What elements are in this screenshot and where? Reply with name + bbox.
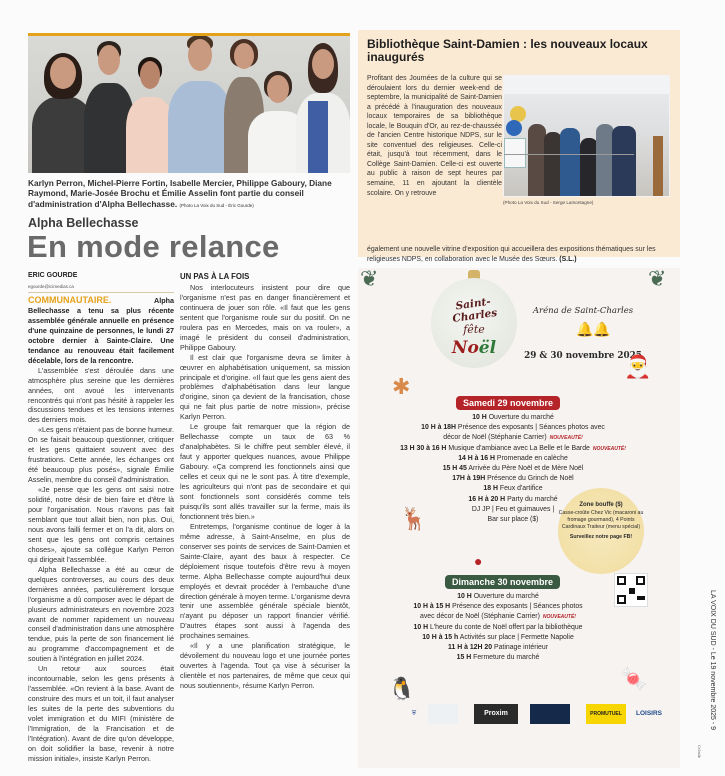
body-paragraph: Le groupe fait remarquer que la région de Bellechasse compte un taux de 63 % d'analphabètes. Si le chiffre peut sembler élevé, il faut y apporter quelques nuances, avoue Philippe Gaboury. «Ça comprend les fonctionnels ainsi que celles et ceux qui ne le sont pas. À titre d'exemple, les agriculteurs qui n'ont pas de secondaire et qui sont fonctionnels sont considérés comme tels puisqu'ils sont allés travailler sur la ferme, mais ils fonctionnent très bien.» <box>180 422 350 521</box>
schedule-text: L'heure du conte de Noël offert par la bibliothèque <box>429 623 583 631</box>
schedule-item <box>368 602 628 612</box>
biblio-title: Bibliothèque Saint-Damien : les nouveaux locaux inaugurés <box>367 37 648 64</box>
schedule-item <box>368 653 628 663</box>
schedule-time: 10 H <box>457 593 472 600</box>
body-paragraph: Entretemps, l'organisme continue de loger à la même adresse, à Saint-Anselme, en plus de conserver ses points de services de Saint-Damien et Sainte-Claire, ayant des baux à respecter. Ce déploiement risque toutefois d'être revu à moyen terme. Alpha Bellechasse compte aujourd'hui deux employés et devrait procéder à l'embauche d'une direction générale à moyen terme. L'organisme devra tenir une assemblée générale spéciale bientôt, n'ayant pu déposer un rapport financier vérifié. D'autres étapes sont aussi à l'agenda des prochaines semaines. <box>180 521 350 641</box>
food-zone-cta: Surveillez notre page FB! <box>569 534 633 540</box>
byline-email[interactable]: egourde@icimedias.ca <box>28 284 74 289</box>
day1-header: Samedi 29 novembre <box>456 396 560 410</box>
photo-credit: (Photo La Voix du Sud - Éric Gourde) <box>179 202 254 208</box>
schedule-time: 10 H <box>472 414 487 421</box>
reindeer-icon: 🦌 <box>400 506 428 531</box>
schedule-time: 16 H à 20 H <box>468 495 506 503</box>
article-subhead: UN PAS À LA FOIS <box>180 272 250 281</box>
ornament-title-line1: Saint-Charles <box>451 295 498 326</box>
body-paragraph: L'assemblée s'est déroulée dans une atmosphère plus sereine que les dernières années, ont avoué les intervenants rencontrés qui n'ont pas hésité à rappeler les discussions tendues et les tensions internes des derniers mois. <box>28 365 174 425</box>
schedule-time: 13 H 30 à 16 H <box>400 444 447 452</box>
schedule-time: 15 H 45 <box>442 465 467 473</box>
sponsor-promutuel: PROMUTUEL <box>586 704 626 724</box>
food-zone-badge <box>558 488 644 574</box>
section-tag: COMMUNAUTAIRE. <box>28 295 112 305</box>
article-kicker: Alpha Bellechasse <box>28 216 139 230</box>
article-column-1 <box>28 296 174 764</box>
schedule-text: DJ JP | Feu et guimauves | <box>471 505 555 513</box>
municipal-crest-icon: ⛨ <box>411 711 417 717</box>
food-zone-text: Casse-croûte Chez Vic (macaroni au fromage gourmand), 4 Points Cardinaux Traiteur (menu spécial) <box>558 510 644 530</box>
sponsor-loisirs: LOISIRS <box>635 710 662 717</box>
byline-author: ERIC GOURDE <box>28 272 78 279</box>
schedule-time: 15 H <box>456 654 472 662</box>
new-badge: NOUVEAUTÉ! <box>592 445 626 452</box>
schedule-item <box>368 643 628 653</box>
noel-part-green: ël <box>478 338 497 358</box>
page-code: Cr3a4b <box>697 745 702 759</box>
biblio-news-box <box>358 30 680 263</box>
new-badge: NOUVEAUTÉ! <box>549 435 583 442</box>
schedule-time: 18 H <box>483 485 498 493</box>
holly-branch-icon: ❦ <box>360 266 379 291</box>
santa-icon: 🎅 <box>624 354 652 379</box>
food-zone-title: Zone bouffe ($) <box>579 502 623 508</box>
noel-part-red: No <box>451 338 479 358</box>
caption-text: Karlyn Perron, Michel-Pierre Fortin, Isabelle Mercier, Philippe Gaboury, Diane Raymond, Marie-Josée Brochu et Émilie Asselin font partie du conseil d'administration d'Alpha Bellechasse. <box>28 178 332 209</box>
schedule-text: Musique d'ambiance avec La Belle et le Barde <box>448 444 590 452</box>
schedule-item <box>368 623 628 633</box>
schedule-text: Feux d'artifice <box>499 485 543 493</box>
byline-divider <box>28 292 174 293</box>
schedule-item <box>368 612 628 622</box>
ornament-title-line2: fête <box>463 323 485 336</box>
schedule-item <box>398 444 628 454</box>
schedule-text: Présence des exposants | Séances photos <box>452 603 583 611</box>
schedule-time: 17H à 19H <box>452 475 486 483</box>
page-folio: LA VOIX DU SUD - Le 19 novembre 2025 - 9 <box>709 590 716 731</box>
schedule-time: 11 H à 12H 20 <box>448 644 493 652</box>
schedule-time: 10 H à 15 h <box>422 633 459 641</box>
schedule-item <box>368 592 628 602</box>
lead-text: Alpha Bellechasse a tenu sa plus récente assemblée générale annuelle en présence d'une quinzaine de personnes, le lundi 27 octobre dernier à Sainte-Claire. Une tendance au renouveau était facilement décelable, lors de la rencontre. <box>28 296 174 365</box>
body-paragraph: «Les gens n'étaient pas de bonne humeur. On se faisait beaucoup questionner, critiquer et les gens quittaient souvent avec des frustrations. Cette année, les échanges ont été beaucoup plus posés», signale Émilie Asselin, membre du conseil d'administration. <box>28 425 174 485</box>
schedule-item <box>398 433 628 443</box>
body-paragraph: «Je pense que les gens ont saisi notre solidité, notre désir de bien faire et d'être là pour l'organisation. Nous n'avons pas fait semblant que tout allait bien, non plus. Oui, nous avons failli fermer et on l'a dit, alors on sent que les gens ont compris certaines choses», ajoute sa collègue Karlyn Perron qui dirigeait l'assemblée. <box>28 485 174 564</box>
day2-schedule <box>368 592 628 663</box>
ornament-title-line3 <box>434 338 514 358</box>
sponsor-portrait-1 <box>428 704 458 724</box>
sponsor-proxim: Proxim <box>474 704 518 724</box>
article-column-2 <box>180 272 350 691</box>
schedule-item <box>398 474 628 484</box>
event-venue: Aréna de Saint-Charles <box>532 306 634 316</box>
body-paragraph: «Il y a une planification stratégique, le dévoilement du nouveau logo et une journée portes ouvertes à l'agenda. Tout ça vise à sécuriser la clientèle et nos partenaires, de même que ceux qui nous soutiennent», résume Karlyn Perron. <box>180 641 350 691</box>
biblio-text: Profitant des Journées de la culture qui se déroulaient lors du dernier week-end de septembre, la municipalité de Saint-Damien a précédé à l'inauguration des nouveaux locaux temporaires de sa bibliothèque locale, le Bouquin d'Or, au rez-de-chaussée de l'ancien Centre historique NDPS, sur le site conventuel des religieuses. Celle-ci était, jusqu'à tout récemment, dans le Collège Saint-Damien. Celle-ci est ouverte au public à raison de sept heures par semaine, 11 en ajoutant la clientèle scolaire. On y retrouve <box>367 75 502 197</box>
body-paragraph: Alpha Bellechasse a été au cœur de quelques controverses, au cours des deux dernières années, particulièrement lorsque l'organisme a dû composer avec le départ de plusieurs administrateurs en novembre 2023 avant de nommer rapidement un nouveau conseil d'administration dans une atmosphère tendue, puis la perte de son financement lié au programme d'accompagnement et de soutien à l'intégration en juillet 2024. <box>28 564 175 664</box>
body-paragraph: Nos interlocuteurs insistent pour dire que l'organisme n'est pas en danger financièrement et continuera de jouer son rôle. «Il faut que les gens sentent que l'organisme roule sur du positif. On ne roulera pas en Mercedes, mais on va rouler», a imagé le président du conseil d'administration, Philippe Gaboury. <box>180 282 350 352</box>
schedule-item <box>368 633 628 643</box>
bells-icon: 🔔🔔 <box>576 321 611 337</box>
biblio-signature: (S.L.) <box>559 255 577 263</box>
schedule-text: Ouverture du marché <box>488 414 554 421</box>
schedule-text: Bar sur place ($) <box>487 516 539 524</box>
sponsor-portrait-2 <box>530 704 570 724</box>
schedule-text: Fermeture du marché <box>473 654 540 662</box>
body-paragraph: Il est clair que l'organisme devra se limiter à œuvrer en alphabétisation uniquement, sa mission principale et d'origine. «Il faut que les gens aient des problèmes d'alphabétisation dans leur langue d'origine, sinon ça devient de la francisation, chose qui ne fait plus partie de notre mission», précise Karlyn Perron. <box>180 352 350 422</box>
event-dates: 29 & 30 novembre 2025 <box>524 351 642 361</box>
schedule-text: Arrivée du Père Noël et de Mère Noël <box>468 465 584 473</box>
schedule-time: 10 H <box>413 623 429 631</box>
schedule-text: décor de Noël (Stéphanie Carrier) <box>443 434 547 442</box>
schedule-text: Activités sur place | Fermette Napolie <box>459 633 574 641</box>
main-photo-caption <box>28 178 350 211</box>
biblio-text-end: également une nouvelle vitrine d'exposition qui accueillera des expositions thématiques sur les religieuses NDPS, en collaboration avec le Musée des Sœurs. <box>367 246 656 263</box>
biblio-photo <box>503 75 670 197</box>
sponsor-logos <box>406 704 668 724</box>
schedule-item <box>398 464 628 474</box>
article-headline: En mode relance <box>27 229 280 264</box>
holly-branch-icon: ❦ <box>648 266 667 291</box>
schedule-text: Ouverture du marché <box>473 593 539 600</box>
new-badge: NOUVEAUTÉ! <box>542 614 576 621</box>
biblio-text-continued <box>367 245 672 264</box>
disco-ball-icon: ● <box>474 553 483 569</box>
schedule-text: Présence des exposants | Séances photos avec <box>457 424 605 432</box>
schedule-text: avec décor de Noël (Stéphanie Carrier) <box>420 613 540 621</box>
day2-header: Dimanche 30 novembre <box>445 575 560 589</box>
christmas-market-ad <box>358 268 680 768</box>
penguin-icon: 🐧 <box>388 676 416 701</box>
schedule-text: Party du marché <box>507 495 558 503</box>
schedule-time: 14 H à 16 H <box>458 454 495 462</box>
schedule-item <box>398 413 628 423</box>
candy-cane-icon: 🍬 <box>620 666 648 691</box>
schedule-item <box>398 423 628 433</box>
schedule-text: Patinage intérieur <box>493 644 548 652</box>
schedule-time: 10 H à 18H <box>421 424 456 432</box>
lead-paragraph <box>28 296 174 366</box>
biblio-photo-credit: (Photo La Voix du Sud - Serge Lamontagne) <box>503 200 594 205</box>
schedule-text: Présence du Grinch de Noël <box>487 475 574 483</box>
schedule-time: 10 H à 15 H <box>413 603 451 611</box>
gingerbread-icon: ✱ <box>392 374 411 399</box>
main-article-photo <box>28 33 350 173</box>
schedule-text: Promenade en calèche <box>496 454 568 462</box>
body-paragraph: Un retour aux sources était incontournable, selon les gens présents à l'assemblée. «On revient à la base. Avant de construire des murs et un toit, il faut analyser les suites de la perte des subventions du volet immigration et du MIFI (ministère de l'Immigration, de la Francisation et de l'Intégration). Avant de dire qu'on développe, on doit solidifier la base, revenir à notre mission initiale», insiste Karlyn Perron. <box>28 664 174 763</box>
schedule-item <box>398 454 628 464</box>
